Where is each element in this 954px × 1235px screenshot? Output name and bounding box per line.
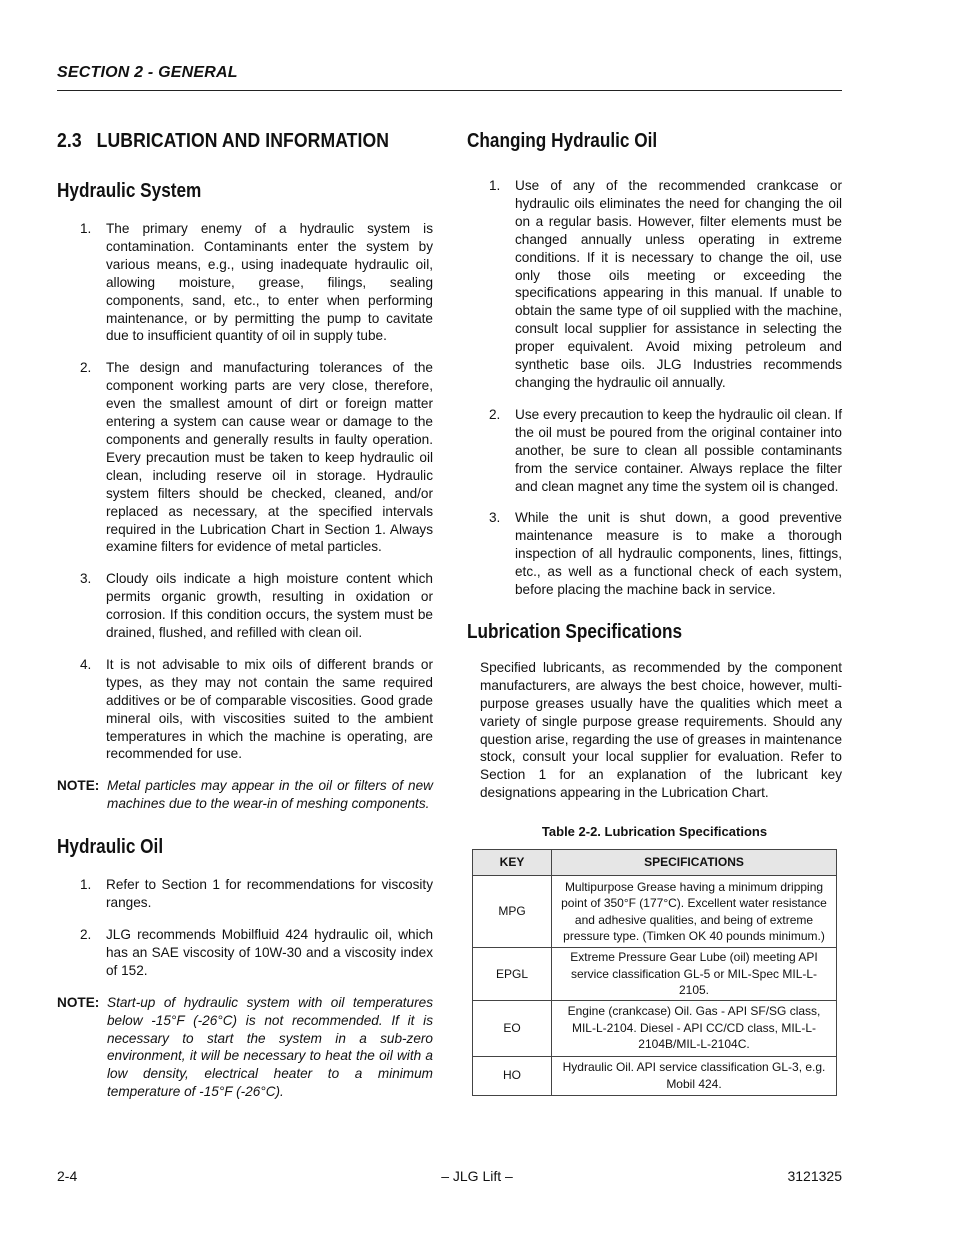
- document-number: 3121325: [787, 1168, 842, 1184]
- hydraulic-system-heading: Hydraulic System: [57, 180, 202, 202]
- page-number: 2-4: [57, 1168, 78, 1184]
- left-column: [57, 130, 433, 1101]
- hydraulic-system-list: [57, 220, 433, 763]
- list-item: 1. Refer to Section 1 for recommendations for viscosity ranges.: [80, 877, 433, 911]
- key-cell: MPG: [473, 876, 552, 948]
- hydraulic-oil-list: [57, 876, 433, 980]
- note-text: Metal particles may appear in the oil or filters of new machines due to the wear-in of meshing components.: [107, 778, 433, 812]
- lube-specs-paragraph: Specified lubricants, as recommended by the component manufacturers, are always the best choice, however, multi-purpose greases usually have the qualities which meet a variety of single purpose grease requirements. Should any question arise, regarding the use of greases in maintenance stock, consult your local supplier for evaluation. Refer to Section 1 for an explanation of the lubricant key designations appearing in the Lubrication Chart.: [480, 659, 842, 801]
- spec-cell: Extreme Pressure Gear Lube (oil) meeting API service classification GL-5 or MIL-Spec MIL-L-2105.: [552, 948, 837, 1001]
- spec-cell: Multipurpose Grease having a minimum dripping point of 350°F (177°C). Excellent water resistance and adhesive qualities, and being of extreme pressure type. (Timken OK 40 pounds minimum.): [552, 876, 837, 948]
- table-caption: Table 2-2. Lubrication Specifications: [541, 824, 768, 840]
- list-item: 2. The design and manufacturing tolerances of the component working parts are very close, therefore, even the smallest amount of dirt or foreign matter entering a system can cause wear or damage to the components and generally results in faulty operation. Every precaution must be taken to keep hydraulic oil clean, including reserve oil in storage. Hydraulic system filters should be checked, cleaned, and/or replaced as necessary, at the specified intervals required in the Lubrication Chart in Section 1. Always examine filters for evidence of metal particles.: [80, 360, 433, 555]
- spec-cell: Hydraulic Oil. API service classification GL-3, e.g. Mobil 424.: [552, 1056, 837, 1095]
- key-cell: EPGL: [473, 948, 552, 1001]
- note-label: NOTE:: [57, 778, 100, 794]
- key-cell: HO: [473, 1056, 552, 1095]
- table-header-row: [473, 850, 837, 876]
- section-label: SECTION 2 - GENERAL: [57, 64, 238, 81]
- right-column: [467, 130, 842, 1096]
- list-item: 3. Cloudy oils indicate a high moisture content which permits organic growth, resulting in oxidation or corrosion. If this condition occurs, the system must be drained, flushed, and refilled with clean oil.: [80, 571, 433, 641]
- table-row: [473, 876, 837, 948]
- list-item: 1. The primary enemy of a hydraulic system is contamination. Contaminants enter the system by various means, e.g., using inadequate hydraulic oil, allowing moisture, grease, filings, sealing components, sand, etc., to enter when performing maintenance, or by permitting the pump to cavitate due to insufficient quantity of oil in supply tube.: [80, 221, 433, 344]
- key-column-header: KEY: [473, 850, 552, 876]
- list-item: 2. JLG recommends Mobilfluid 424 hydraulic oil, which has an SAE viscosity of 10W-30 and a viscosity index of 152.: [80, 927, 433, 978]
- table-row: [473, 1056, 837, 1095]
- list-item: 2. Use every precaution to keep the hydraulic oil clean. If the oil must be poured from the original container into another, be sure to clean all possible contaminants from the service container. Always replace the filter and clean magnet any time the system oil is changed.: [489, 406, 842, 494]
- startup-temperature-note: [57, 994, 433, 1101]
- page-header: [57, 64, 842, 91]
- footer-brand: – JLG Lift –: [441, 1168, 513, 1184]
- lubrication-specifications-table: [472, 849, 837, 1096]
- list-item: 3. While the unit is shut down, a good preventive maintenance measure is to make a thorough inspection of all hydraulic components, lines, fittings, etc., as well as a functional check of each system, before placing the machine back in service.: [489, 510, 842, 598]
- changing-oil-list: [467, 177, 842, 599]
- lube-specs-heading: Lubrication Specifications: [467, 620, 683, 643]
- changing-oil-heading: Changing Hydraulic Oil: [467, 130, 658, 152]
- note-text: Start-up of hydraulic system with oil temperatures below -15°F (-26°C) is not recommended. If it is necessary to start the system in a sub-zero environment, it will be necessary to heat the oil with a low density, electrical heater to a minimum temperature of -15°F (-26°C).: [107, 994, 433, 1100]
- key-cell: EO: [473, 1000, 552, 1056]
- metal-particles-note: [57, 777, 433, 813]
- specifications-column-header: SPECIFICATIONS: [552, 850, 837, 876]
- section-title: 2.3 LUBRICATION AND INFORMATION: [57, 130, 390, 152]
- table-row: [473, 1000, 837, 1056]
- note-label: NOTE:: [57, 994, 100, 1010]
- list-item: 1. Use of any of the recommended crankcase or hydraulic oils eliminates the need for changing the oil on a regular basis. However, filter elements must be changed annually unless operating in extreme conditions. If it is necessary to change the oil, use only those oils meeting or exceeding the specifications appearing in this manual. If unable to obtain the same type of oil supplied with the machine, consult local supplier for assistance in selecting the proper equivalent. Avoid mixing petroleum and synthetic base oils. JLG Industries recommends changing the hydraulic oil annually.: [489, 178, 842, 390]
- table-row: [473, 948, 837, 1001]
- list-item: 4. It is not advisable to mix oils of different brands or types, as they may not contain the same required additives or be of comparable viscosities. Good grade mineral oils, with viscosities suited to the ambient temperatures in which the machine is operating, are recommended for use.: [80, 656, 433, 762]
- hydraulic-oil-heading: Hydraulic Oil: [57, 836, 164, 859]
- spec-cell: Engine (crankcase) Oil. Gas - API SF/SG class, MIL-L-2104. Diesel - API CC/CD class, MIL-L-2104B/MIL-L-2104C.: [552, 1000, 837, 1056]
